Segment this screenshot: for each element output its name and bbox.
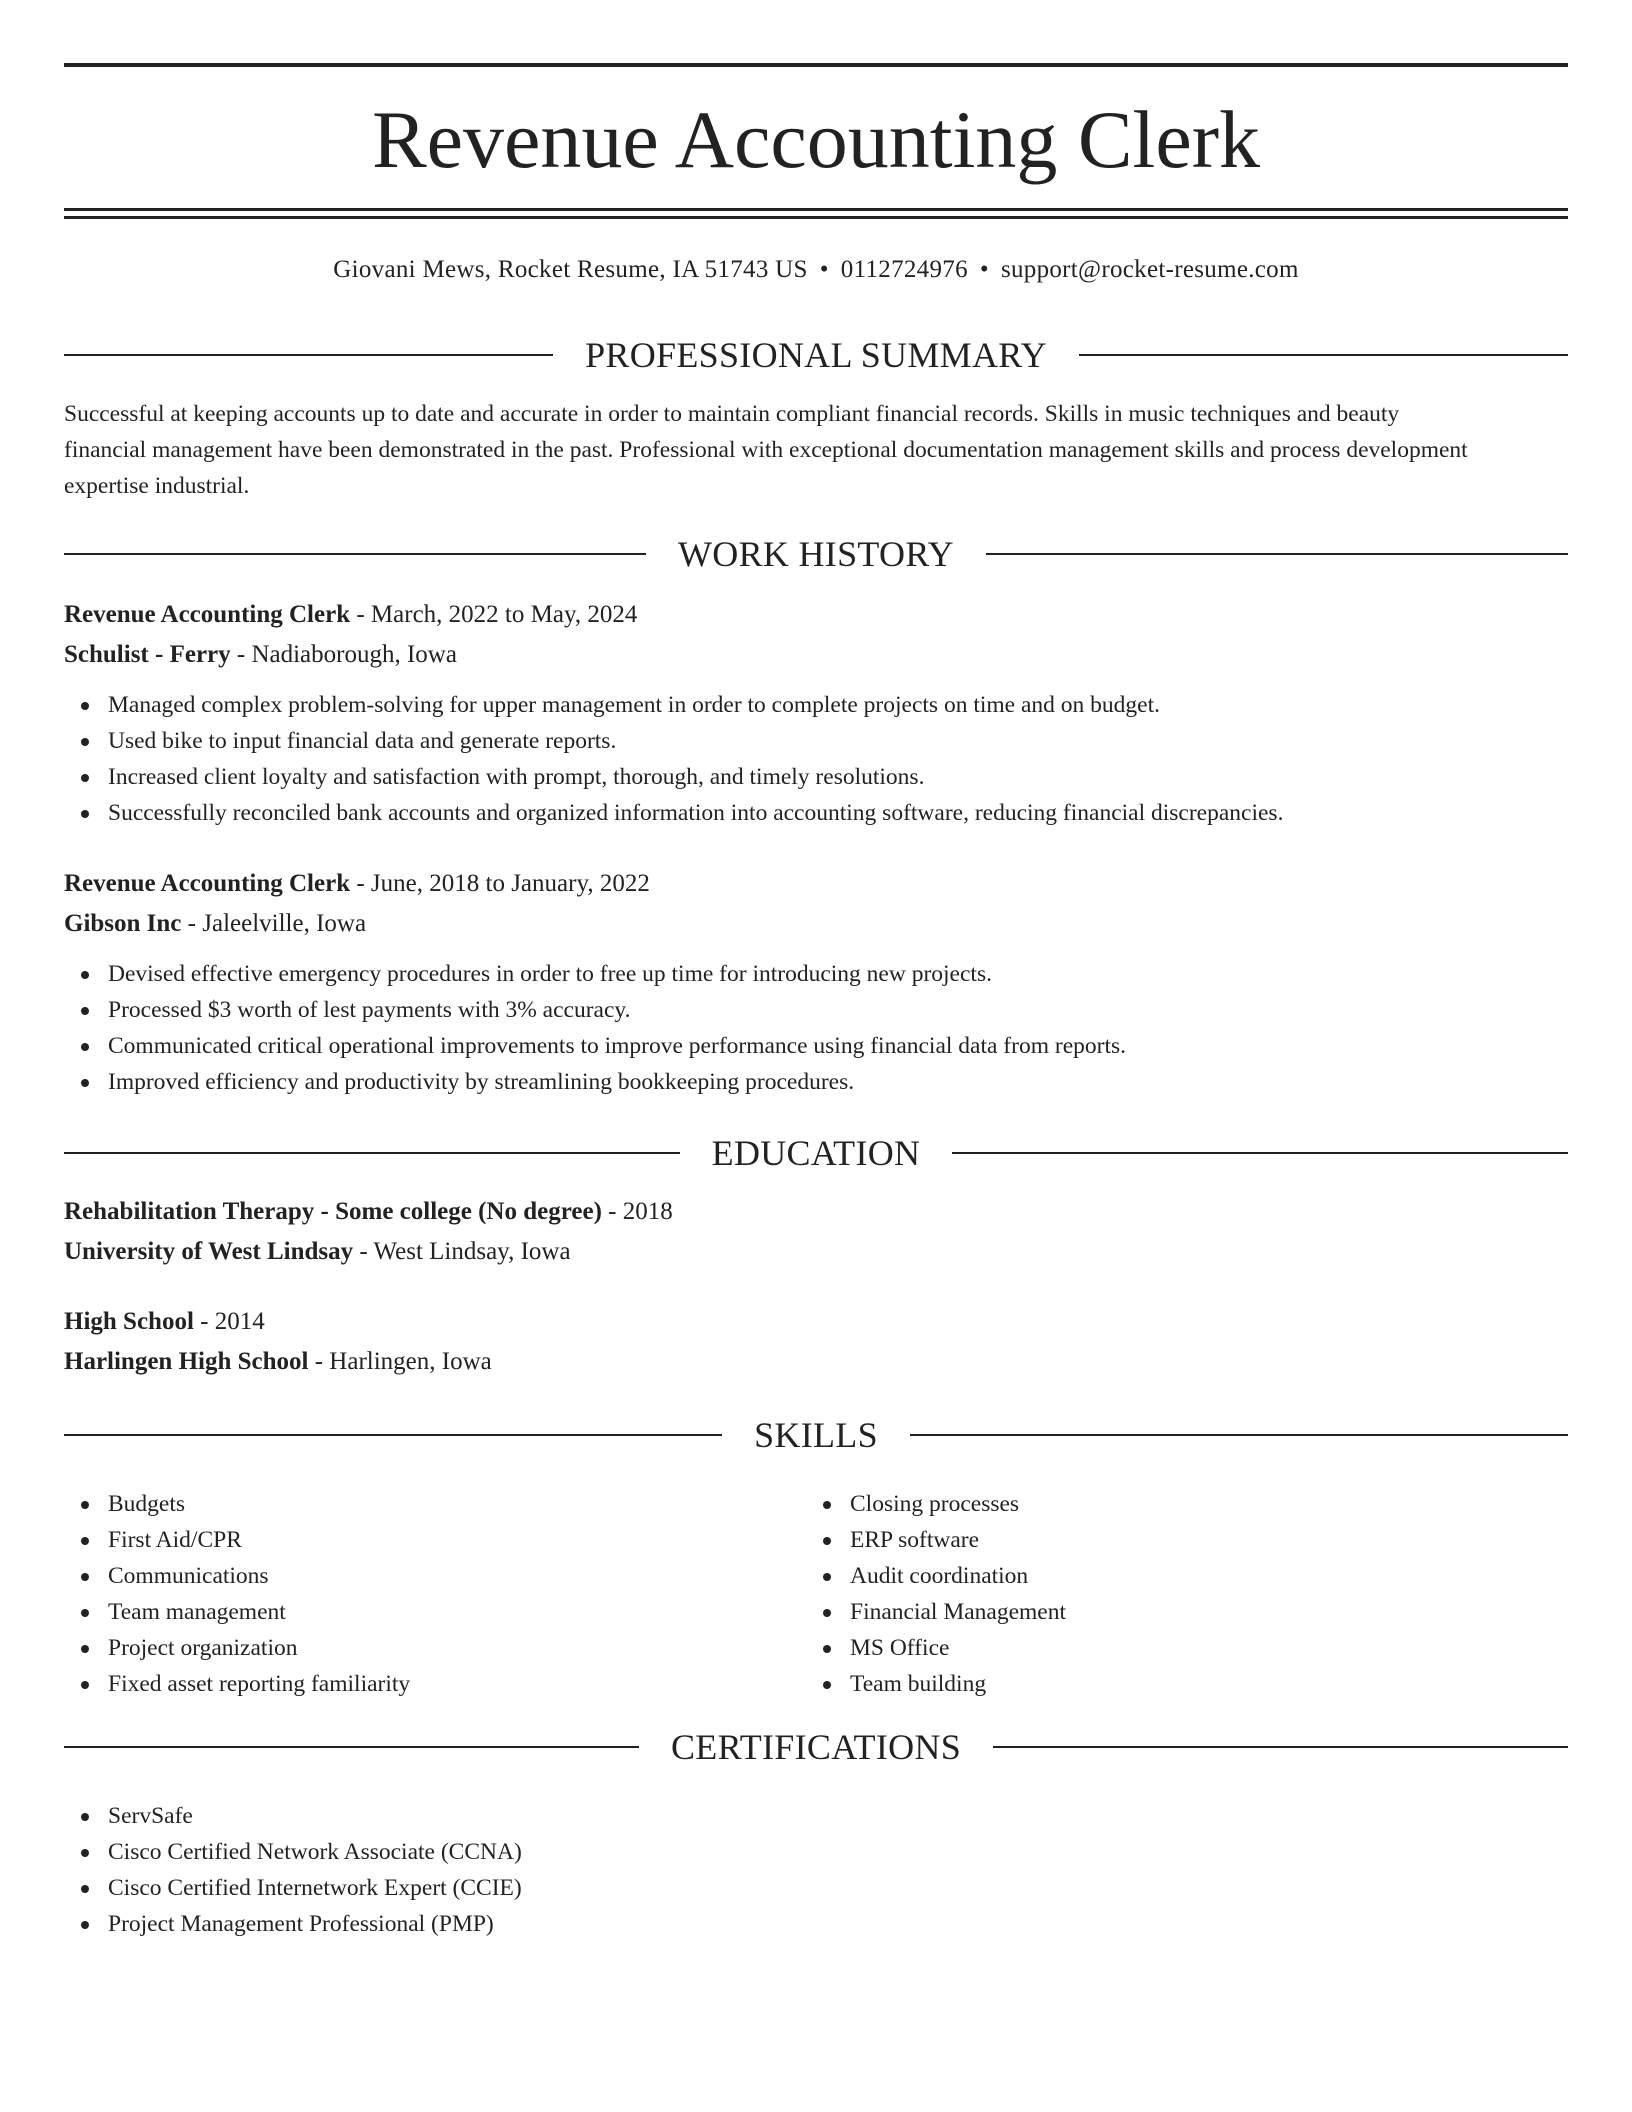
summary-line: Successful at keeping accounts up to date and accurate in order to maintain compliant financial records. Skills in music techniques and beauty	[64, 401, 1400, 427]
list-item: Improved efficiency and productivity by streamlining bookkeeping procedures.	[64, 1064, 1568, 1100]
list-item: Audit coordination	[806, 1558, 1548, 1594]
education-location: - Harlingen, Iowa	[308, 1348, 492, 1375]
job-location: - Nadiaborough, Iowa	[230, 641, 457, 668]
job-company: Schulist - Ferry	[64, 641, 231, 668]
job-title-line	[64, 864, 1568, 904]
list-item: Financial Management	[806, 1594, 1548, 1630]
list-item: Successfully reconciled bank accounts and organized information into accounting software, reducing financial discrepancies.	[64, 795, 1568, 831]
contact-line	[64, 252, 1568, 288]
summary-heading	[64, 332, 1568, 378]
job-bullets	[64, 956, 1568, 1100]
education-entry	[64, 1192, 1568, 1272]
list-item: Communicated critical operational improvements to improve performance using financial data from reports.	[64, 1028, 1568, 1064]
list-item: Increased client loyalty and satisfaction with prompt, thorough, and timely resolutions.	[64, 759, 1568, 795]
job-location: - Jaleelville, Iowa	[181, 910, 367, 937]
list-item: Team management	[64, 1594, 806, 1630]
certifications-heading	[64, 1724, 1568, 1770]
list-item: First Aid/CPR	[64, 1522, 806, 1558]
top-rule	[64, 63, 1568, 67]
heading-rule	[952, 1152, 1568, 1154]
work-heading-label: WORK HISTORY	[678, 534, 954, 574]
list-item: Cisco Certified Internetwork Expert (CCIE)	[64, 1870, 1568, 1906]
education-degree: High School	[64, 1308, 194, 1335]
education-degree-line	[64, 1302, 1568, 1342]
job-company-line	[64, 904, 1568, 944]
summary-line: financial management have been demonstrated in the past. Professional with exceptional documentation management skills and process development	[64, 437, 1468, 463]
list-item: Managed complex problem-solving for upper management in order to complete projects on time and on budget.	[64, 687, 1568, 723]
list-item: Budgets	[64, 1486, 806, 1522]
education-degree: Rehabilitation Therapy - Some college (No degree)	[64, 1198, 602, 1225]
list-item: Devised effective emergency procedures in order to free up time for introducing new projects.	[64, 956, 1568, 992]
list-item: Communications	[64, 1558, 806, 1594]
work-heading	[64, 531, 1568, 577]
education-location: - West Lindsay, Iowa	[353, 1238, 571, 1265]
contact-phone: 0112724976	[840, 256, 968, 283]
job-dates: - March, 2022 to May, 2024	[350, 601, 638, 628]
list-item: Project Management Professional (PMP)	[64, 1906, 1568, 1942]
title-rule-upper	[64, 208, 1568, 211]
list-item: Team building	[806, 1666, 1548, 1702]
job-title: Revenue Accounting Clerk	[64, 870, 351, 897]
summary-heading-label: PROFESSIONAL SUMMARY	[585, 335, 1047, 375]
education-school: Harlingen High School	[64, 1348, 309, 1375]
heading-rule	[64, 553, 646, 555]
job-entry	[64, 595, 1568, 831]
job-entry	[64, 864, 1568, 1100]
heading-rule	[64, 1746, 639, 1748]
heading-rule	[64, 1434, 722, 1436]
job-bullets	[64, 687, 1568, 831]
list-item: ERP software	[806, 1522, 1548, 1558]
contact-separator: •	[819, 256, 829, 283]
job-title: Revenue Accounting Clerk	[64, 601, 351, 628]
certifications-bullets	[64, 1798, 1568, 1942]
resume-title: Revenue Accounting Clerk	[371, 94, 1261, 185]
list-item: Closing processes	[806, 1486, 1548, 1522]
education-school-line	[64, 1342, 1568, 1382]
certifications-list	[64, 1798, 1568, 1942]
summary-line: expertise industrial.	[64, 473, 250, 499]
skills-column-right	[806, 1486, 1548, 1702]
certifications-heading-label: CERTIFICATIONS	[670, 1727, 962, 1767]
skills-list	[64, 1486, 1568, 1702]
skills-heading	[64, 1412, 1568, 1458]
contact-email: support@rocket-resume.com	[1000, 256, 1299, 283]
job-company: Gibson Inc	[64, 910, 182, 937]
education-school-line	[64, 1232, 1568, 1272]
education-year: - 2014	[193, 1308, 265, 1335]
list-item: ServSafe	[64, 1798, 1568, 1834]
education-school: University of West Lindsay	[64, 1238, 354, 1265]
heading-rule	[64, 354, 553, 356]
skills-heading-label: SKILLS	[754, 1415, 878, 1455]
list-item: Used bike to input financial data and generate reports.	[64, 723, 1568, 759]
job-dates: - June, 2018 to January, 2022	[350, 870, 650, 897]
list-item: Cisco Certified Network Associate (CCNA)	[64, 1834, 1568, 1870]
job-company-line	[64, 635, 1568, 675]
contact-address: Giovani Mews, Rocket Resume, IA 51743 US	[333, 256, 808, 283]
heading-rule	[910, 1434, 1568, 1436]
list-item: Processed $3 worth of lest payments with 3% accuracy.	[64, 992, 1568, 1028]
heading-rule	[64, 1152, 680, 1154]
education-entry	[64, 1302, 1568, 1382]
heading-rule	[993, 1746, 1568, 1748]
education-heading	[64, 1130, 1568, 1176]
summary-text	[64, 396, 1568, 504]
list-item: Fixed asset reporting familiarity	[64, 1666, 806, 1702]
education-heading-label: EDUCATION	[711, 1133, 921, 1173]
list-item: MS Office	[806, 1630, 1548, 1666]
heading-rule	[1079, 354, 1568, 356]
job-title-line	[64, 595, 1568, 635]
contact-separator: •	[979, 256, 989, 283]
skills-column-left	[64, 1486, 806, 1702]
list-item: Project organization	[64, 1630, 806, 1666]
education-year: - 2018	[601, 1198, 673, 1225]
education-degree-line	[64, 1192, 1568, 1232]
title-rule-lower	[64, 216, 1568, 219]
heading-rule	[986, 553, 1568, 555]
